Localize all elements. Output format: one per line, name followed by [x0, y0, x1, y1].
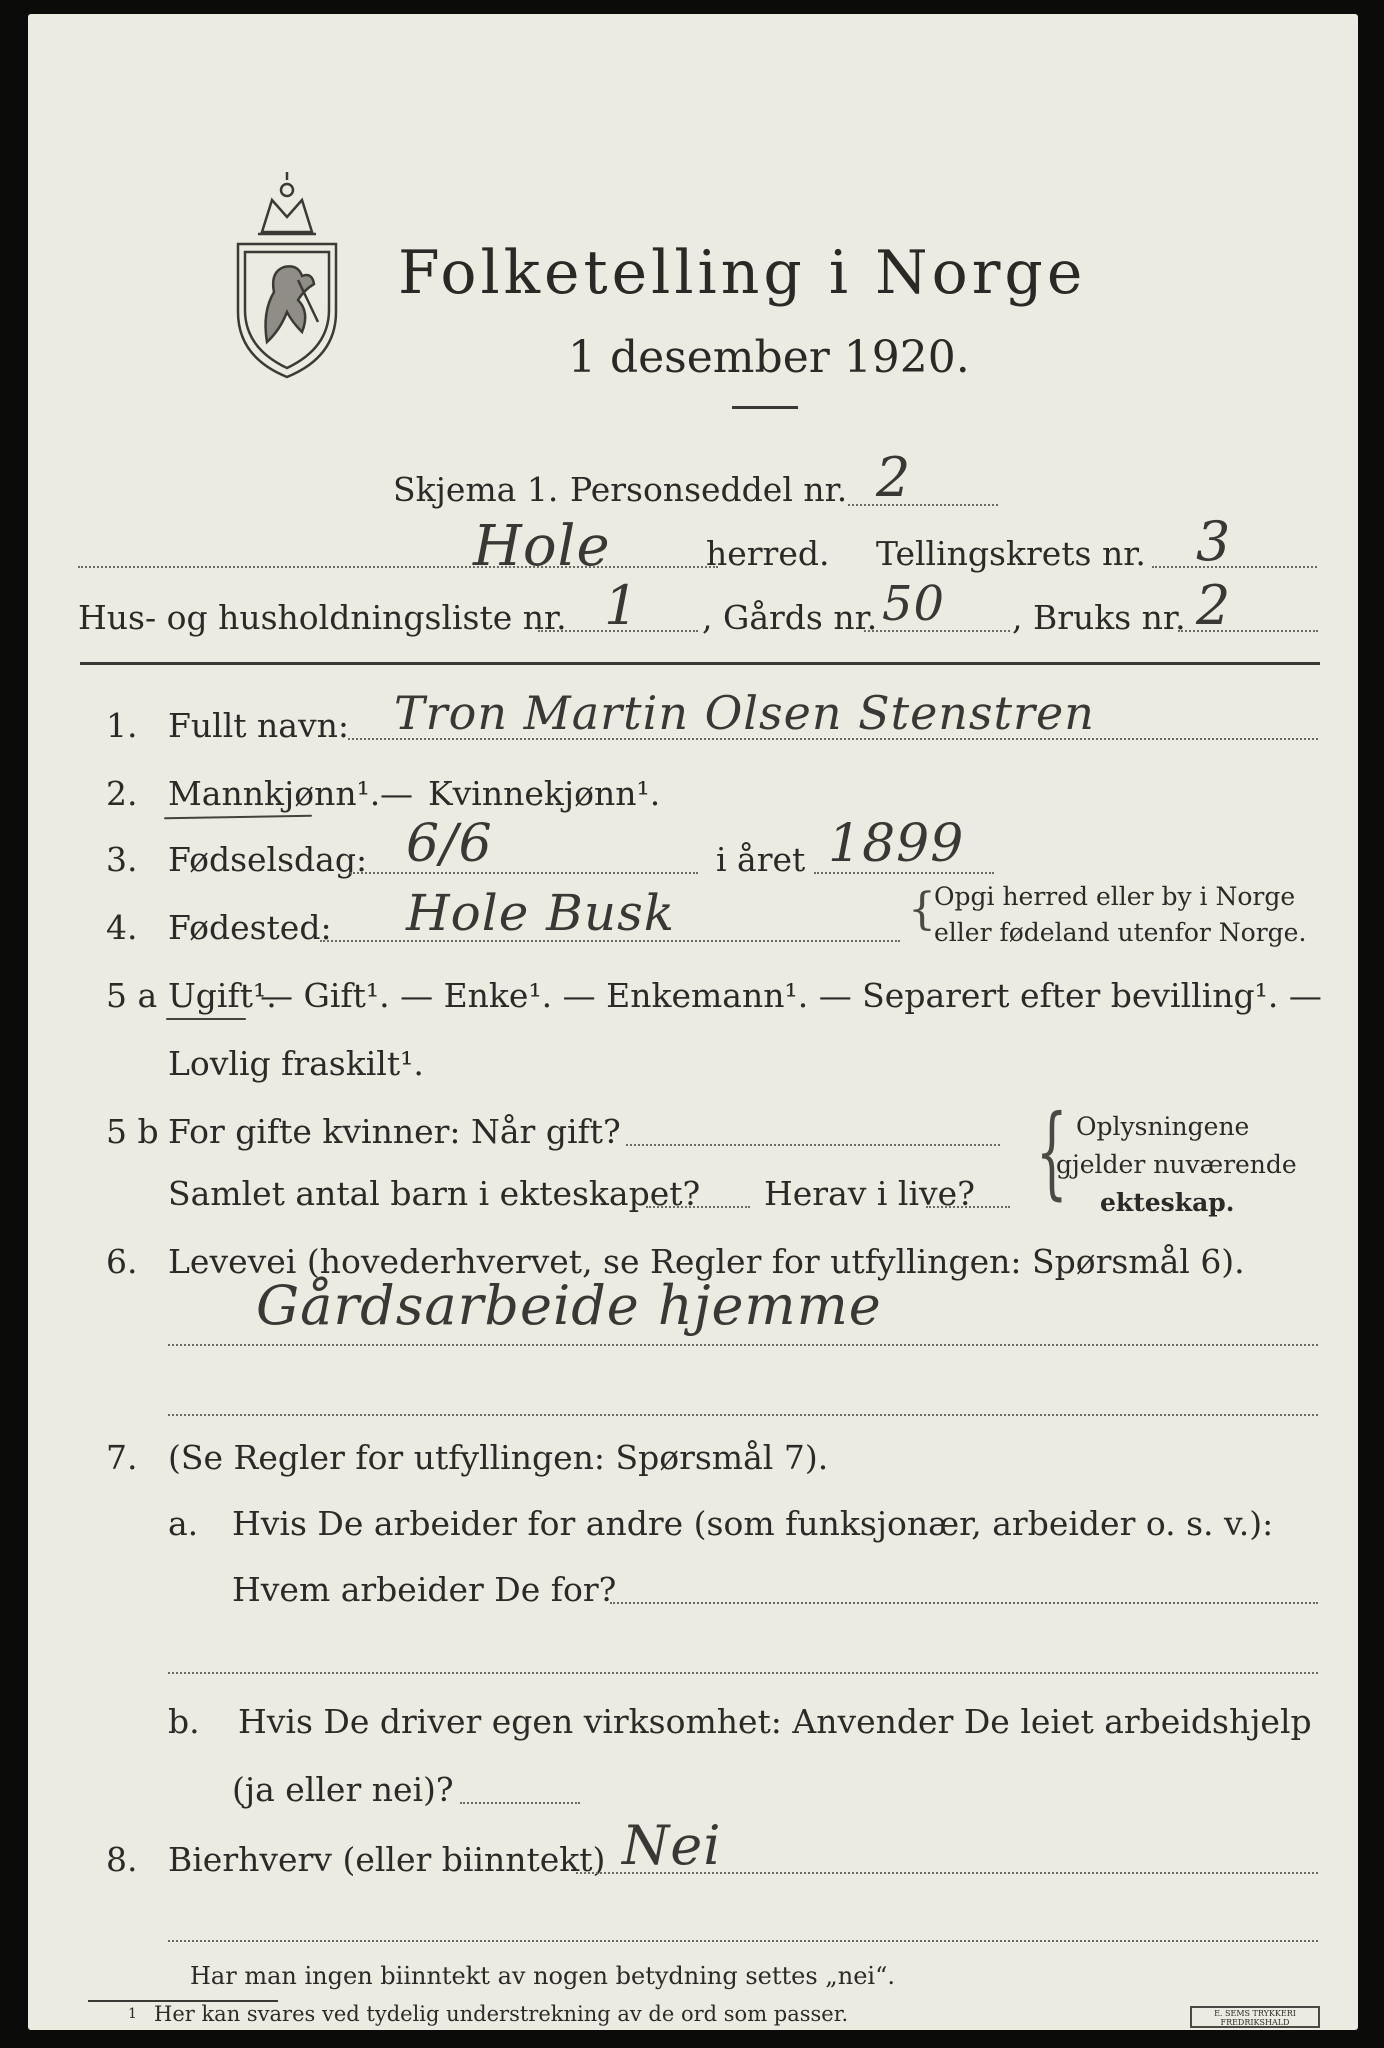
q6-line2 — [168, 1414, 1318, 1416]
herred-value: Hole — [473, 514, 611, 579]
q6-value: Gårdsarbeide hjemme — [256, 1274, 882, 1337]
q5b-brace: { — [1035, 1093, 1068, 1210]
q5a-ugift-underline — [166, 1018, 246, 1020]
q4-number: 4. — [106, 908, 138, 947]
q7a-letter: a. — [168, 1504, 199, 1543]
title-rule — [732, 406, 798, 409]
personseddel-value: 2 — [876, 446, 912, 509]
q8-extra-line — [168, 1940, 1318, 1942]
tellingskrets-line — [1152, 566, 1317, 568]
q4-note-line2: eller fødeland utenfor Norge. — [934, 918, 1307, 947]
q5b-nar-gift-line — [626, 1144, 1000, 1146]
q3-line — [350, 872, 698, 874]
q5b-note3: ekteskap. — [1100, 1188, 1235, 1217]
census-form-sheet — [28, 14, 1358, 2030]
q8-value: Nei — [622, 1814, 722, 1877]
herred-line — [78, 566, 718, 568]
hus-value: 1 — [604, 574, 640, 637]
q4-note-line1: Opgi herred eller by i Norge — [934, 882, 1296, 911]
gards-value: 50 — [882, 576, 946, 632]
q7b-answer-line — [460, 1802, 580, 1804]
bruks-value: 2 — [1196, 574, 1232, 637]
q7b-line1: Hvis De driver egen virksomhet: Anvender De leiet arbeidshjelp — [238, 1702, 1312, 1741]
q3-label: Fødselsdag: — [168, 840, 368, 879]
q6-number: 6. — [106, 1242, 138, 1281]
q5a-options: — Gift¹. — Enke¹. — Enkemann¹. — Separert efter bevilling¹. — — [260, 976, 1322, 1015]
q5a-line2: Lovlig fraskilt¹. — [168, 1044, 424, 1083]
q3-year-label: i året — [716, 840, 806, 879]
q2-dash: — — [380, 774, 413, 813]
q4-value: Hole Busk — [406, 884, 676, 942]
q5b-line1: For gifte kvinner: Når gift? — [168, 1112, 621, 1151]
q7a-line1: Hvis De arbeider for andre (som funksjonær, arbeider o. s. v.): — [232, 1504, 1274, 1543]
q7-number: 7. — [106, 1438, 138, 1477]
header-divider — [80, 662, 1320, 665]
q5b-line2a: Samlet antal barn i ekteskapet? — [168, 1174, 701, 1213]
q5b-barn-line — [646, 1206, 750, 1208]
schema-label: Skjema 1. — [393, 470, 559, 509]
q6-line1 — [168, 1344, 1318, 1346]
q1-label: Fullt navn: — [168, 706, 349, 745]
q7-label: (Se Regler for utfyllingen: Spørsmål 7). — [168, 1438, 829, 1477]
q5b-number: 5 b — [106, 1112, 159, 1151]
gards-label: , Gårds nr. — [702, 598, 878, 637]
q5b-note1: Oplysningene — [1076, 1112, 1250, 1141]
q8-number: 8. — [106, 1840, 138, 1879]
q5a-number: 5 a — [106, 976, 158, 1015]
q3-year-value: 1899 — [828, 814, 965, 874]
q3-value: 6/6 — [406, 814, 493, 874]
q3-number: 3. — [106, 840, 138, 879]
q5b-note2: gjelder nuværende — [1056, 1150, 1297, 1179]
personseddel-line — [848, 504, 998, 506]
q7b-letter: b. — [168, 1702, 200, 1741]
q1-value: Tron Martin Olsen Stenstren — [394, 686, 1095, 740]
q2-mann-underline — [164, 815, 312, 820]
q7b-line2: (ja eller nei)? — [232, 1770, 454, 1809]
footnote-mark: 1 — [128, 2006, 137, 2022]
printer-stamp-text: E. SEMS TRYKKERI FREDRIKSHALD — [1214, 2009, 1296, 2027]
q5b-line2b: Herav i live? — [764, 1174, 975, 1213]
footnote-text: Her kan svares ved tydelig understrekning av de ord som passer. — [154, 2002, 849, 2026]
personseddel-label: Personseddel nr. — [570, 470, 848, 509]
norwegian-coat-of-arms-icon — [232, 172, 342, 382]
bruks-label: , Bruks nr. — [1012, 598, 1186, 637]
q7a-answer-line — [610, 1602, 1318, 1604]
printer-stamp — [1190, 2006, 1320, 2028]
q4-brace: { — [908, 884, 936, 935]
q4-label: Fødested: — [168, 908, 332, 947]
form-date: 1 desember 1920. — [568, 332, 970, 383]
q2-kvinne: Kvinnekjønn¹. — [428, 774, 661, 813]
q1-number: 1. — [106, 706, 138, 745]
q7a-extra-line — [168, 1672, 1318, 1674]
q7a-line2: Hvem arbeider De for? — [232, 1570, 617, 1609]
q5a-ugift: Ugift¹. — [168, 976, 277, 1015]
q5b-live-line — [926, 1206, 1010, 1208]
q6-label: Levevei (hovederhvervet, se Regler for utfyllingen: Spørsmål 6). — [168, 1242, 1245, 1281]
q8-label: Bierhverv (eller biinntekt) — [168, 1840, 606, 1879]
q2-mann: Mannkjønn¹. — [168, 774, 381, 813]
q2-number: 2. — [106, 774, 138, 813]
herred-label: herred. — [706, 534, 830, 573]
hus-label: Hus- og husholdningsliste nr. — [78, 598, 567, 637]
footer-note: Har man ingen biinntekt av nogen betydning settes „nei“. — [190, 1962, 895, 1990]
form-title: Folketelling i Norge — [398, 238, 1087, 308]
tellingskrets-value: 3 — [1196, 510, 1232, 573]
tellingskrets-label: Tellingskrets nr. — [876, 534, 1146, 573]
